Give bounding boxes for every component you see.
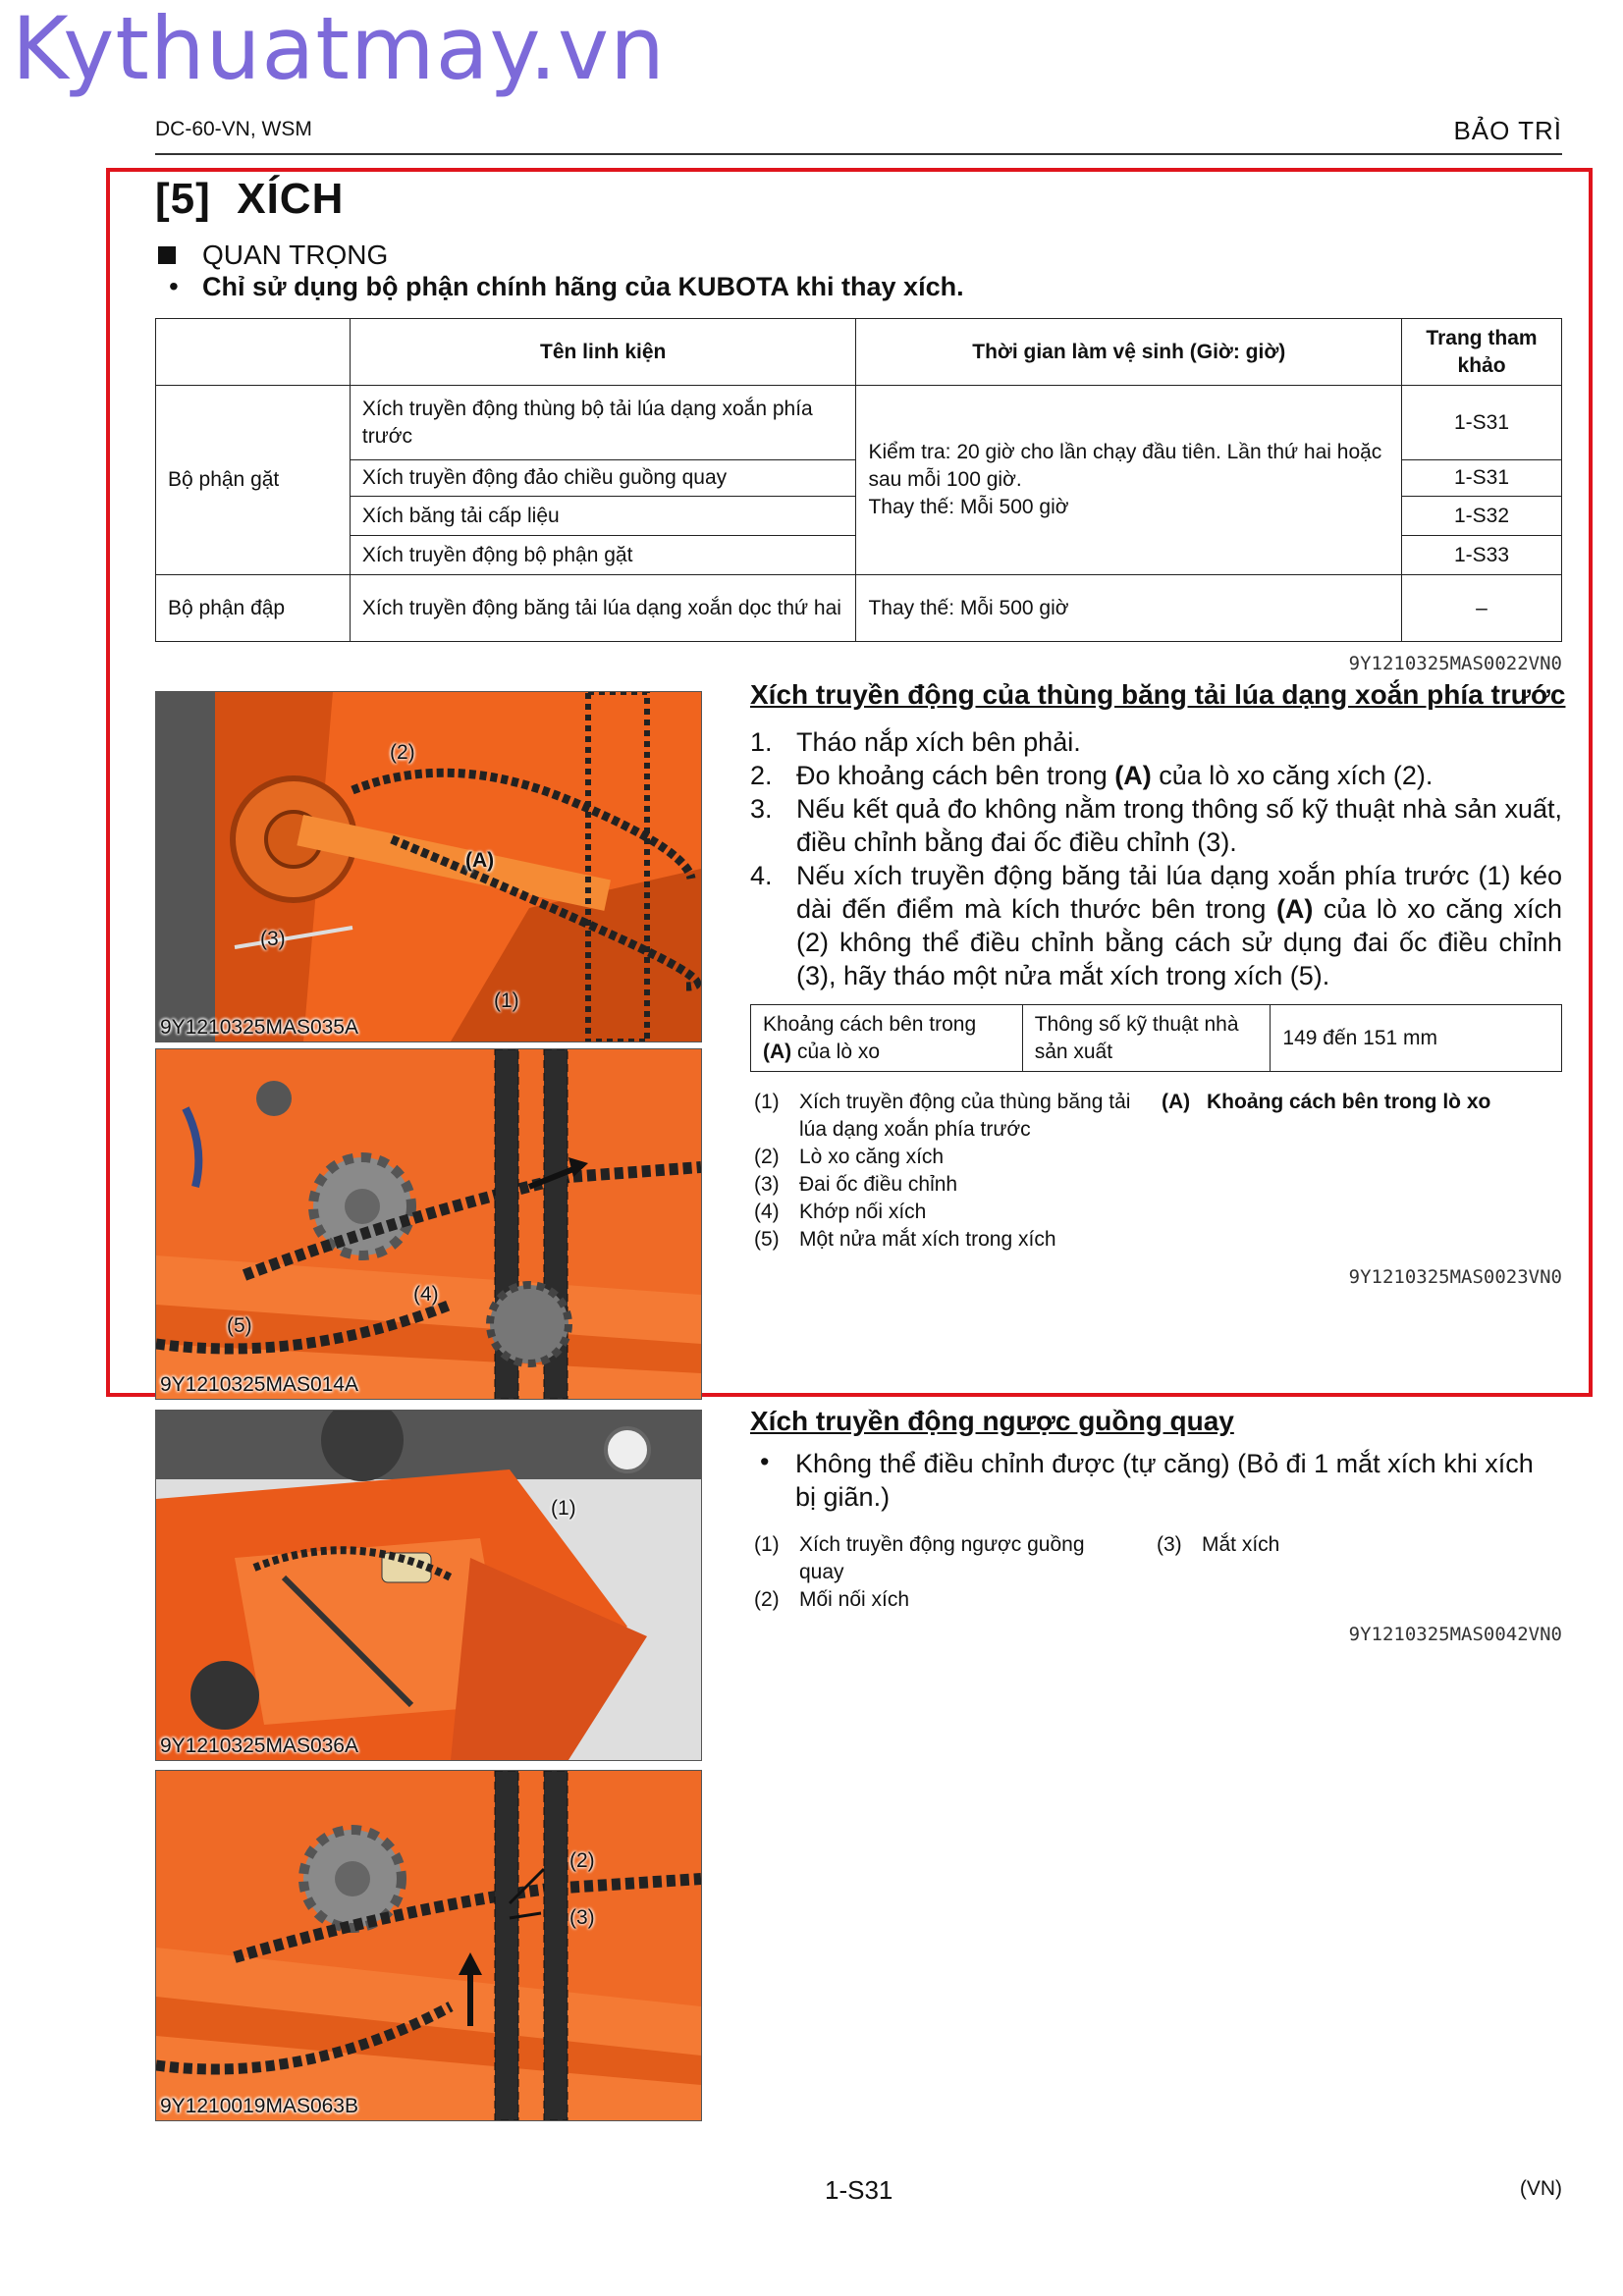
legend-text: Xích truyền động của thùng băng tải lúa dạng xoắn phía trước [799, 1091, 1131, 1141]
important-label: QUAN TRỌNG [202, 240, 389, 270]
legend-number: (3) [754, 1173, 780, 1196]
legend-number: (4) [754, 1201, 780, 1223]
reference-cell: 1-S31 [1402, 386, 1562, 460]
part-cell: Xích băng tải cấp liệu [350, 497, 856, 536]
table-header-part: Tên linh kiện [350, 319, 856, 386]
legend-number: (1) [754, 1091, 780, 1113]
photo-image [156, 1411, 701, 1760]
part-cell: Xích truyền động bộ phận gặt [350, 536, 856, 575]
reference-cell: 1-S32 [1402, 497, 1562, 536]
legend-number: (2) [754, 1588, 780, 1611]
page-number: 1-S31 [825, 2175, 893, 2205]
legend-number: (2) [754, 1146, 780, 1168]
photo-caption: 9Y1210325MAS035A [160, 1016, 358, 1039]
callout-label: (2) [569, 1849, 595, 1872]
bullet-icon: • [169, 271, 179, 301]
subsection-title-front-chain: Xích truyền động của thùng băng tải lúa dạng xoắn phía trước [750, 679, 1566, 710]
legend-text: Mối nối xích [799, 1588, 910, 1611]
section-number: [5] [155, 175, 211, 223]
legend-number: (5) [754, 1228, 780, 1251]
interval-line: Thay thế: Mỗi 500 giờ [868, 496, 1069, 518]
legend-text: Lò xo căng xích [799, 1146, 945, 1168]
important-square-icon [158, 246, 176, 264]
language-tag: (VN) [1519, 2177, 1562, 2200]
photo-image [156, 1771, 701, 2120]
spec-label-cell: Khoảng cách bên trong (A) của lò xo [751, 1005, 1023, 1072]
callout-label: (3) [260, 928, 286, 950]
legend-number: (A) [1162, 1091, 1191, 1113]
part-cell: Xích truyền động đảo chiều guồng quay [350, 460, 856, 497]
step-number: 3. [750, 794, 773, 824]
photo-chain-link [155, 1770, 702, 2121]
legend-text: Khoảng cách bên trong lò xo [1207, 1091, 1491, 1113]
document-code: DC-60-VN, WSM [155, 118, 312, 140]
reference-code: 9Y1210325MAS0022VN0 [1348, 653, 1562, 674]
photo-image [156, 692, 701, 1041]
legend-text: Mắt xích [1202, 1533, 1280, 1556]
step-text: Nếu xích truyền động băng tải lúa dạng xoắn phía trước (1) kéo dài đến điểm mà kích thước bên trong (A) của lò xo căng xích (2) không thể điều chỉnh bằng cách sử dụng đai ốc điều chỉnh (3), hãy tháo một nửa mắt xích trong xích (5). [796, 861, 1562, 990]
subsection-title-reel-chain: Xích truyền động ngược guồng quay [750, 1406, 1234, 1436]
interval-cell [856, 386, 1402, 575]
photo-image [156, 1049, 701, 1399]
important-text: Chỉ sử dụng bộ phận chính hãng của KUBOTA khi thay xích. [202, 272, 964, 301]
watermark-logo: Kythuatmay.vn [12, 0, 666, 99]
spec-type-cell: Thông số kỹ thuật nhà sản xuất [1022, 1005, 1271, 1072]
photo-caption: 9Y1210019MAS063B [160, 2095, 358, 2117]
bullet-icon: • [760, 1447, 770, 1476]
reference-cell: 1-S33 [1402, 536, 1562, 575]
photo-caption: 9Y1210325MAS014A [160, 1373, 358, 1396]
reference-code: 9Y1210325MAS0042VN0 [1348, 1624, 1562, 1645]
section-header: BẢO TRÌ [1453, 116, 1562, 145]
step-text: Tháo nắp xích bên phải. [796, 727, 1081, 757]
callout-label: (1) [494, 989, 519, 1012]
callout-label: (5) [227, 1314, 252, 1337]
header-divider [155, 153, 1562, 155]
section-title [155, 175, 344, 224]
step-number: 2. [750, 761, 773, 790]
callout-label: (1) [551, 1497, 576, 1520]
photo-chain-tensioner [155, 691, 702, 1042]
legend-text: Đai ốc điều chỉnh [799, 1173, 958, 1196]
photo-caption: 9Y1210325MAS036A [160, 1735, 358, 1757]
reference-cell: – [1402, 575, 1562, 642]
legend-number: (1) [754, 1533, 780, 1556]
table-header-reference: Trang tham khảo [1402, 319, 1562, 386]
step-number: 1. [750, 727, 773, 757]
table-row [156, 575, 1562, 642]
callout-label: (3) [569, 1906, 595, 1929]
callout-label: (A) [465, 849, 495, 872]
legend-text: Xích truyền động ngược guồng quay [799, 1533, 1085, 1583]
section-name: XÍCH [237, 175, 345, 223]
group-cell: Bộ phận gặt [156, 386, 351, 575]
spec-row [751, 1005, 1562, 1072]
table-header-interval: Thời gian làm vệ sinh (Giờ: giờ) [856, 319, 1402, 386]
photo-chain-joint [155, 1048, 702, 1400]
part-cell: Xích truyền động thùng bộ tải lúa dạng xoắn phía trước [350, 386, 856, 460]
parts-table [155, 318, 1562, 642]
spec-value-cell: 149 đến 151 mm [1271, 1005, 1562, 1072]
table-header-empty [156, 319, 351, 386]
reference-code: 9Y1210325MAS0023VN0 [1348, 1266, 1562, 1288]
table-row [156, 386, 1562, 460]
legend-text: Khớp nối xích [799, 1201, 927, 1223]
spec-table [750, 1004, 1562, 1072]
legend-text: Một nửa mắt xích trong xích [799, 1228, 1056, 1251]
callout-label: (2) [390, 741, 415, 764]
photo-reel-chain [155, 1410, 702, 1761]
step-number: 4. [750, 861, 773, 890]
step-text: Đo khoảng cách bên trong (A) của lò xo căng xích (2). [796, 761, 1434, 790]
group-cell: Bộ phận đập [156, 575, 351, 642]
table-header-row [156, 319, 1562, 386]
step-text: Nếu kết quả đo không nằm trong thông số kỹ thuật nhà sản xuất, điều chỉnh bằng đai ốc điều chỉnh (3). [796, 794, 1562, 857]
interval-line: Kiểm tra: 20 giờ cho lần chạy đầu tiên. Lần thứ hai hoặc sau mỗi 100 giờ. [868, 441, 1382, 491]
interval-cell: Thay thế: Mỗi 500 giờ [856, 575, 1402, 642]
legend-number: (3) [1157, 1533, 1182, 1556]
reference-cell: 1-S31 [1402, 460, 1562, 497]
callout-label: (4) [413, 1283, 439, 1306]
part-cell: Xích truyền động băng tải lúa dạng xoắn dọc thứ hai [350, 575, 856, 642]
note-text: Không thể điều chỉnh được (tự căng) (Bỏ đi 1 mắt xích khi xích bị giãn.) [795, 1449, 1534, 1512]
